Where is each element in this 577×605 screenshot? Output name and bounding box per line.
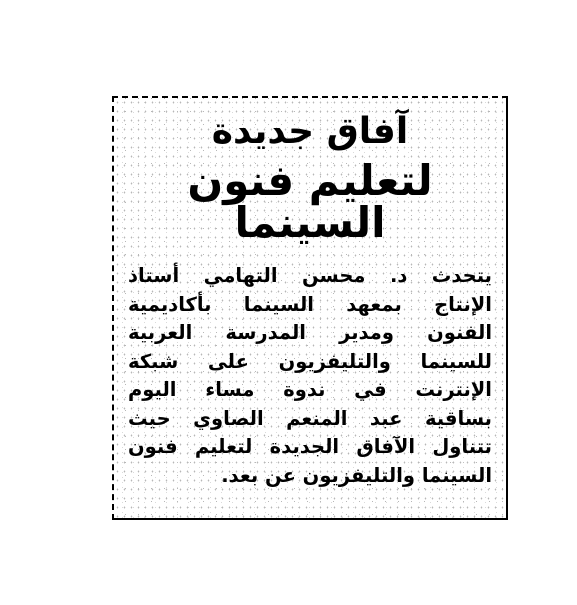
body-line: يتحدث د. محسن التهامي أستاذ xyxy=(128,264,492,287)
body-line: بساقية عبد المنعم الصاوي حيث xyxy=(128,406,492,430)
body-line: الإنتاج بمعهد السينما بأكاديمية xyxy=(128,292,492,316)
body-line: الإنترنت في ندوة مساء اليوم xyxy=(128,378,492,401)
headline-line-1: آفاق جديدة xyxy=(211,111,409,152)
article xyxy=(114,98,506,518)
body-line: تتناول الآفاق الجديدة لتعليم فنون xyxy=(128,435,492,458)
body-line: الفنون ومدير المدرسة العربية xyxy=(128,321,492,344)
body-line: السينما والتليفزيون عن بعد. xyxy=(221,463,492,487)
headline-line-2: لتعليم فنون السينما xyxy=(187,156,433,247)
newspaper-clipping xyxy=(112,96,508,520)
body-line: للسينما والتليفزيون على شبكة xyxy=(128,349,492,373)
article-body xyxy=(128,262,492,490)
